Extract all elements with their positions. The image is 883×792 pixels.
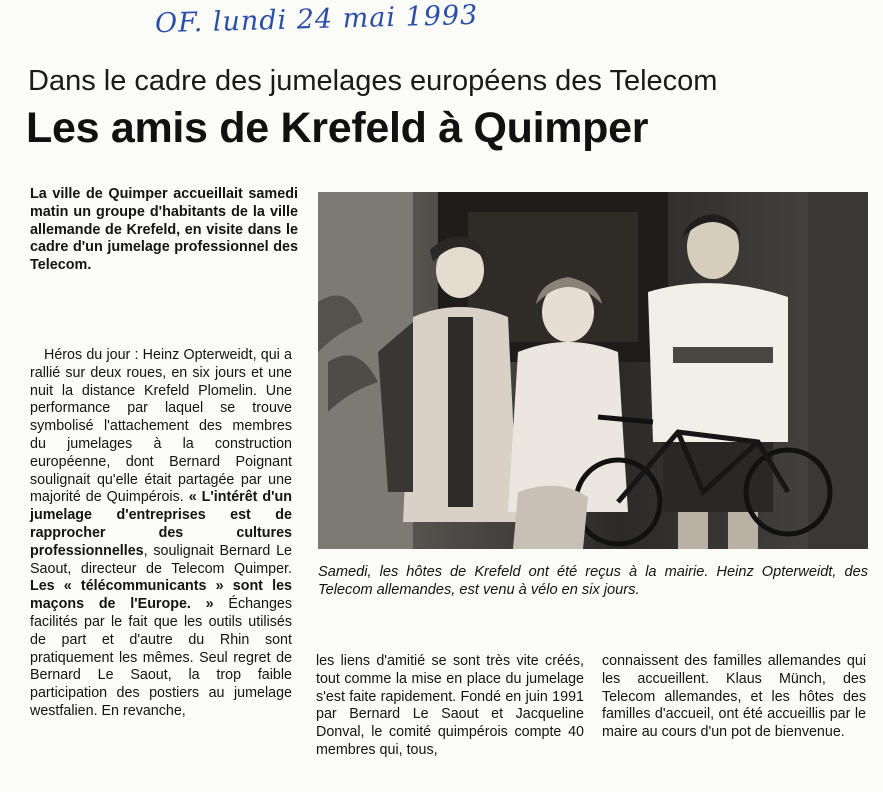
body-paragraph: les liens d'amitié se sont très vite créés, tout comme la mise en place du jumelage s'est faite rapidement. Fondé en juin 1991 par Bernard Le Saout et Jacqueline Donval, le comité quimpérois compte 40 membres qui, tous, xyxy=(316,653,584,758)
body-text: , soulignait Bernard Le Saout, directeur de Telecom Quimper. xyxy=(30,542,292,577)
body-paragraph: connaissent des familles allemandes qui les accueillent. Klaus Münch, des Telecom allemandes, et les hôtes des familles d'accueil, ont été accueillis par le maire au cours d'un pot de bienvenue. xyxy=(602,653,866,741)
article-headline: Les amis de Krefeld à Quimper xyxy=(26,104,649,152)
photo-caption: Samedi, les hôtes de Krefeld ont été reçus à la mairie. Heinz Opterweidt, des Telecom allemandes, est venu à vélo en six jours. xyxy=(318,564,868,598)
body-column-2 xyxy=(316,653,584,760)
body-quote: « L'intérêt d'un jumelage d'entreprises est de rapprocher des cultures professionnelles xyxy=(30,489,292,559)
handwritten-date-annotation: OF. lundi 24 mai 1993 xyxy=(154,0,479,40)
body-quote: Les « télécommunicants » sont les maçons de l'Europe. » xyxy=(30,578,292,613)
photo-three-people-with-bicycle-icon xyxy=(318,192,868,549)
body-paragraph xyxy=(30,347,292,721)
body-text: Héros du jour : Heinz Opterweidt, qui a rallié sur deux roues, en six jours et une nuit la distance Krefeld Plomelin. Une performance par laquel se trouve symbolisé l'attachement des membres du jumelages à la construction européenne, dont Bernard Poignant soulignait qu'elle était partagée par une majorité de Quimpérois. xyxy=(30,347,292,506)
article-photo xyxy=(318,192,868,549)
article-kicker: Dans le cadre des jumelages européens des Telecom xyxy=(28,65,718,97)
body-column-3 xyxy=(602,653,866,742)
body-text: Échanges facilités par le fait que les outils utilisés de part et d'autre du Rhin sont pratiquement les mêmes. Seul regret de Bernard Le Saout, la trop faible participation des postiers au jumelage westfalien. En revanche, xyxy=(30,596,292,719)
article-lead: La ville de Quimper accueillait samedi matin un groupe d'habitants de la ville allemande de Krefeld, en visite dans le cadre d'un jumelage professionnel des Telecom. xyxy=(30,186,298,274)
body-column-1 xyxy=(30,347,292,721)
